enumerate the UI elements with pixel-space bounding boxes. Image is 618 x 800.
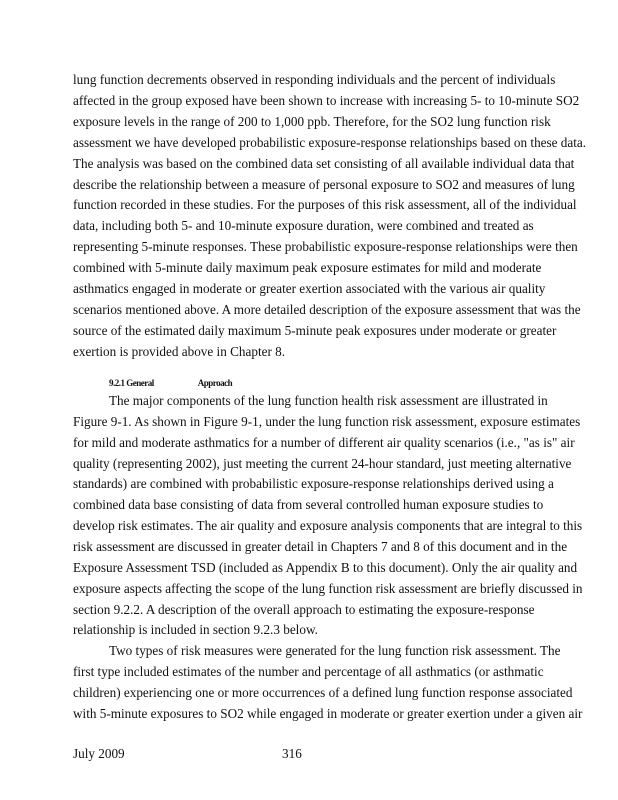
text-line: data, including both 5- and 10-minute exposure duration, were combined and treated as: [73, 218, 534, 234]
text-line: asthmatics engaged in moderate or greater exertion associated with the various air quality: [73, 281, 546, 296]
text-line: function recorded in these studies. For the purposes of this risk assessment, all of the individual: [73, 197, 577, 213]
text-line: exertion is provided above in Chapter 8.: [73, 343, 286, 359]
text-line: The analysis was based on the combined data set consisting of all available individual data that: [73, 155, 575, 171]
section-number: 9.2.1 General: [109, 378, 154, 388]
text-line: first type included estimates of the number and percentage of all asthmatics (or asthmatic: [73, 664, 544, 680]
footer-date: July 2009: [73, 746, 125, 761]
text-line: risk assessment are discussed in greater detail in Chapters 7 and 8 of this document and in the: [73, 538, 568, 554]
text-line: section 9.2.2. A description of the overall approach to estimating the exposure-response: [73, 601, 535, 617]
text-line: The major components of the lung function health risk assessment are illustrated in: [109, 393, 548, 408]
section-title: Approach: [197, 378, 233, 388]
text-line: combined data base consisting of data from several controlled human exposure studies to: [73, 497, 544, 513]
text-line: affected in the group exposed have been shown to increase with increasing 5- to 10-minute SO2: [73, 92, 580, 108]
text-line: assessment we have developed probabilistic exposure-response relationships based on these data.: [73, 134, 587, 150]
text-line: children) experiencing one or more occurrences of a defined lung function response associated: [73, 684, 573, 700]
text-line: standards) are combined with probabilistic exposure-response relationships derived using a: [73, 476, 554, 492]
text-line: source of the estimated daily maximum 5-minute peak exposures under moderate or greater: [73, 322, 557, 338]
text-line: develop risk estimates. The air quality and exposure analysis components that are integral to this: [73, 518, 583, 534]
text-line: describe the relationship between a measure of personal exposure to SO2 and measures of lung: [73, 176, 575, 192]
text-line: exposure levels in the range of 200 to 1,000 ppb. Therefore, for the SO2 lung function risk: [73, 113, 551, 129]
section-heading: [109, 378, 232, 388]
text-line: relationship is included in section 9.2.3 below.: [73, 622, 318, 638]
text-line: scenarios mentioned above. A more detailed description of the exposure assessment that was the: [73, 301, 581, 317]
text-line: for mild and moderate asthmatics for a number of different air quality scenarios (i.e., "as is" air: [73, 434, 575, 450]
text-line: combined with 5-minute daily maximum peak exposure estimates for mild and moderate: [73, 260, 542, 276]
text-line: quality (representing 2002), just meeting the current 24-hour standard, just meeting alternative: [73, 455, 572, 471]
text-line: lung function decrements observed in responding individuals and the percent of individuals: [73, 72, 556, 87]
text-line: representing 5-minute responses. These probabilistic exposure-response relationships were then: [73, 239, 578, 255]
text-line: with 5-minute exposures to SO2 while engaged in moderate or greater exertion under a given air: [73, 705, 583, 721]
footer-page-number: 316: [282, 746, 302, 761]
text-line: exposure aspects affecting the scope of the lung function risk assessment are briefly discussed in: [73, 580, 583, 596]
text-line: Two types of risk measures were generated for the lung function risk assessment. The: [109, 643, 561, 659]
text-line: Figure 9-1. As shown in Figure 9-1, under the lung function risk assessment, exposure estimates: [73, 413, 581, 429]
text-line: Exposure Assessment TSD (included as Appendix B to this document). Only the air quality and: [73, 559, 578, 575]
